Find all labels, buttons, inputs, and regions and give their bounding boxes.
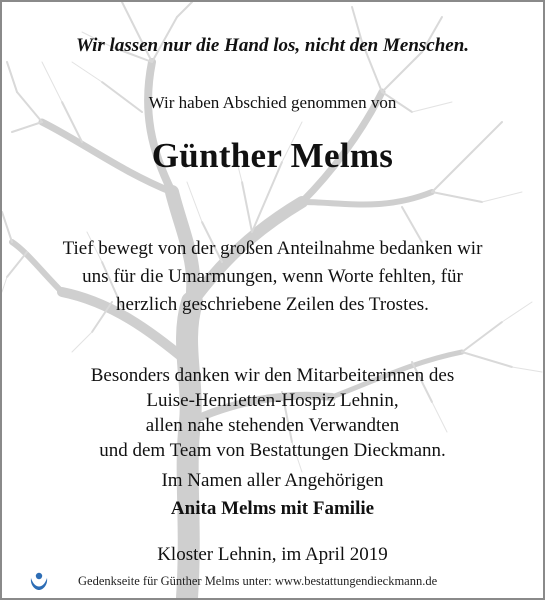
signature-intro: Im Namen aller Angehörigen bbox=[161, 470, 384, 491]
memorial-page-footer bbox=[28, 570, 437, 592]
deceased-name: Günther Melms bbox=[151, 136, 394, 175]
place-date: Kloster Lehnin, im April 2019 bbox=[157, 544, 388, 565]
notice-content bbox=[2, 2, 543, 598]
intro-text: Wir haben Abschied genommen von bbox=[148, 93, 397, 112]
special-thanks-line: allen nahe stehenden Verwandten bbox=[145, 415, 400, 436]
signature-names: Anita Melms mit Familie bbox=[170, 498, 375, 519]
thanks-paragraph-line: herzlich geschriebene Zeilen des Trostes. bbox=[116, 294, 429, 315]
thanks-paragraph-line: Tief bewegt von der großen Anteilnahme bedanken wir bbox=[62, 238, 483, 259]
special-thanks-line: Besonders danken wir den Mitarbeiterinnen des bbox=[90, 365, 455, 386]
special-thanks-line: und dem Team von Bestattungen Dieckmann. bbox=[99, 440, 446, 461]
thanks-paragraph-line: uns für die Umarmungen, wenn Worte fehlten, für bbox=[82, 266, 463, 287]
person-arc-logo-icon bbox=[28, 570, 50, 592]
memorial-page-link[interactable]: Gedenkseite für Günther Melms unter: www.bestattungendieckmann.de bbox=[78, 573, 438, 588]
special-thanks-line: Luise-Henrietten-Hospiz Lehnin, bbox=[146, 390, 399, 411]
motto-quote: Wir lassen nur die Hand los, nicht den Menschen. bbox=[75, 35, 470, 56]
